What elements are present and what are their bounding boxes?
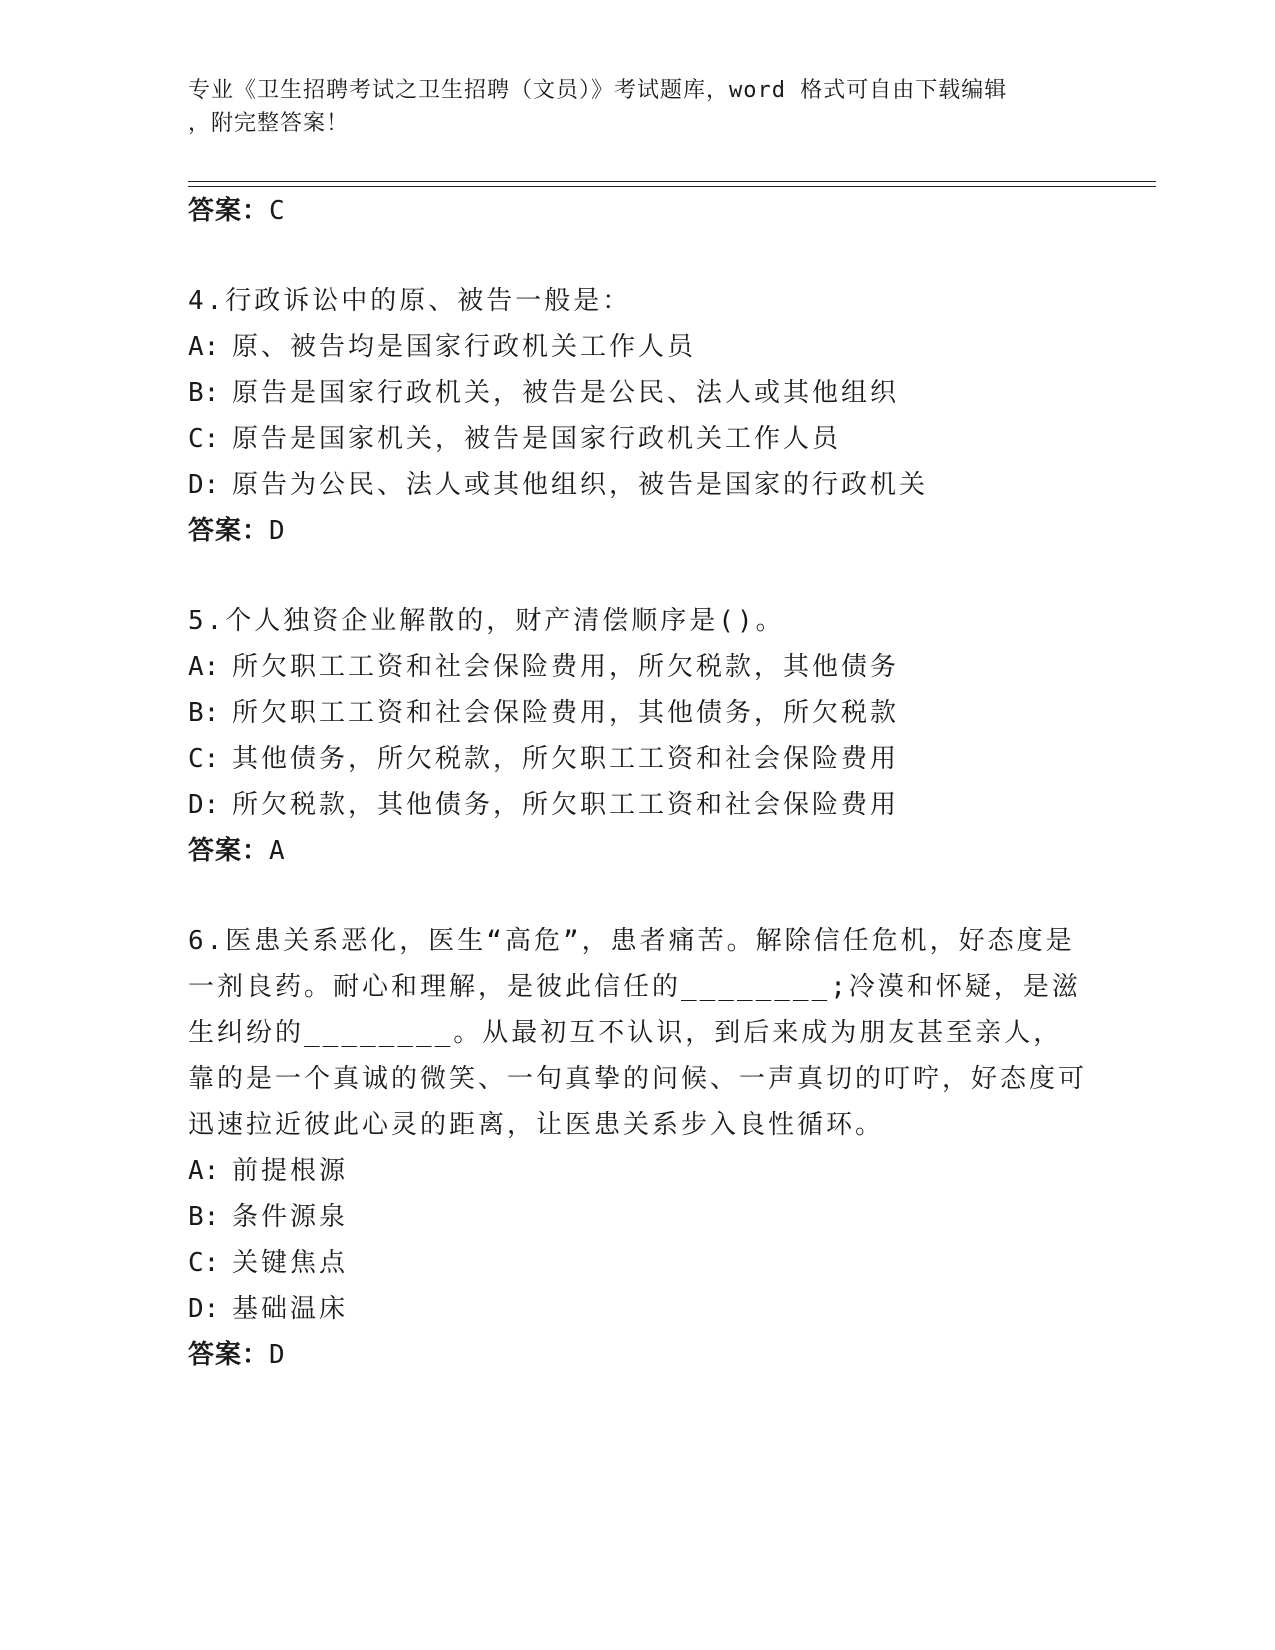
option-a — [188, 644, 1088, 690]
question-text: 6.医患关系恶化，医生“高危”，患者痛苦。解除信任危机，好态度是一剂良药。耐心和理解，是彼此信任的________;冷漠和怀疑，是滋生纠纷的________。从最初互不认识，到后来成为朋友甚至亲人，靠的是一个真诚的微笑、一句真挚的问候、一声真切的叮咛，好态度可迅速拉近彼此心灵的距离，让医患关系步入良性循环。 — [188, 926, 1088, 1140]
option-b — [188, 1194, 1088, 1240]
option-letter: C: — [188, 744, 220, 774]
option-text: 条件源泉 — [232, 1202, 349, 1232]
answer-label: 答案： — [188, 196, 270, 226]
answer-value: D — [269, 1340, 286, 1370]
answer-line — [188, 508, 1088, 554]
option-a — [188, 1148, 1088, 1194]
answer-line — [188, 188, 1088, 234]
option-text: 所欠职工工资和社会保险费用，其他债务，所欠税款 — [232, 698, 900, 728]
option-text: 所欠税款，其他债务，所欠职工工资和社会保险费用 — [232, 790, 900, 820]
answer-value: D — [269, 516, 286, 546]
option-text: 前提根源 — [232, 1156, 349, 1186]
option-d — [188, 1286, 1088, 1332]
option-letter: B: — [188, 378, 220, 408]
header-line-2: ，附完整答案！ — [188, 111, 350, 136]
option-c — [188, 736, 1088, 782]
header-line-1: 专业《卫生招聘考试之卫生招聘（文员）》考试题库，word 格式可自由下载编辑 — [188, 78, 1008, 103]
header-divider-bottom — [188, 186, 1156, 187]
answer-value: C — [269, 196, 286, 226]
option-c — [188, 416, 1088, 462]
question-5 — [188, 598, 1088, 874]
option-d — [188, 462, 1088, 508]
option-text: 基础温床 — [232, 1294, 349, 1324]
question-4 — [188, 278, 1088, 554]
option-text: 关键焦点 — [232, 1248, 349, 1278]
answer-label: 答案： — [188, 1340, 270, 1370]
answer-value: A — [269, 836, 286, 866]
answer-line — [188, 1332, 1088, 1378]
option-d — [188, 782, 1088, 828]
option-letter: D: — [188, 470, 220, 500]
spacer — [188, 554, 1088, 598]
answer-label: 答案： — [188, 516, 270, 546]
option-text: 所欠职工工资和社会保险费用，所欠税款，其他债务 — [232, 652, 900, 682]
document-header — [188, 74, 1088, 140]
option-letter: C: — [188, 424, 220, 454]
option-letter: D: — [188, 790, 220, 820]
header-divider-top — [188, 181, 1156, 182]
option-b — [188, 370, 1088, 416]
option-letter: C: — [188, 1248, 220, 1278]
spacer — [188, 874, 1088, 918]
question-list — [188, 188, 1088, 1378]
answer-label: 答案： — [188, 836, 270, 866]
option-a — [188, 324, 1088, 370]
option-letter: A: — [188, 1156, 220, 1186]
option-letter: D: — [188, 1294, 220, 1324]
answer-line — [188, 828, 1088, 874]
option-text: 原告为公民、法人或其他组织，被告是国家的行政机关 — [232, 470, 929, 500]
spacer — [188, 234, 1088, 278]
option-text: 原告是国家机关，被告是国家行政机关工作人员 — [232, 424, 842, 454]
option-letter: A: — [188, 332, 220, 362]
question-6 — [188, 918, 1088, 1378]
option-text: 原告是国家行政机关，被告是公民、法人或其他组织 — [232, 378, 900, 408]
question-text: 4.行政诉讼中的原、被告一般是： — [188, 286, 632, 316]
option-letter: B: — [188, 1202, 220, 1232]
option-letter: B: — [188, 698, 220, 728]
option-c — [188, 1240, 1088, 1286]
option-b — [188, 690, 1088, 736]
option-text: 其他债务，所欠税款，所欠职工工资和社会保险费用 — [232, 744, 900, 774]
option-text: 原、被告均是国家行政机关工作人员 — [232, 332, 697, 362]
option-letter: A: — [188, 652, 220, 682]
question-text: 5.个人独资企业解散的，财产清偿顺序是()。 — [188, 606, 785, 636]
